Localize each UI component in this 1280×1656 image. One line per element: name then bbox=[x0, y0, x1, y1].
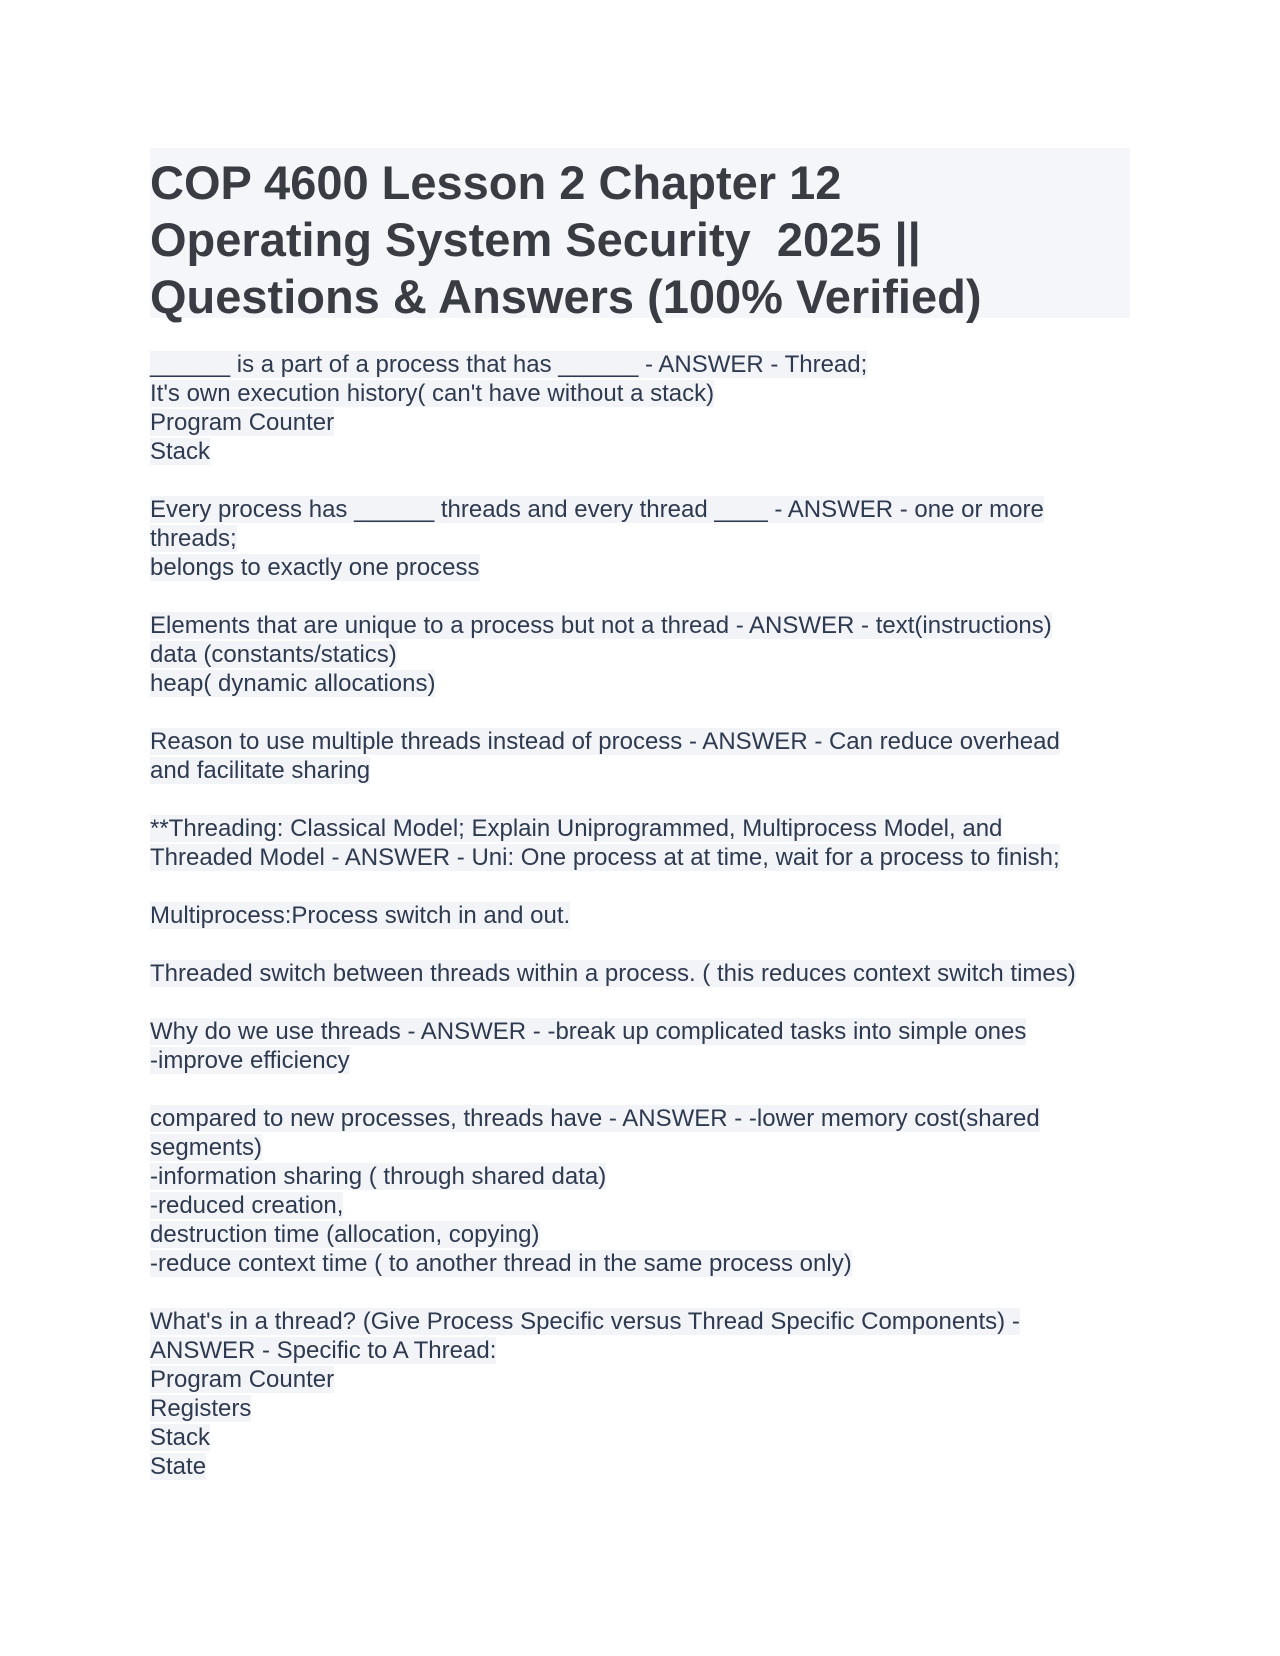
qa-line bbox=[150, 1249, 1130, 1278]
qa-block bbox=[150, 814, 1130, 872]
qa-line-text: -reduce context time ( to another thread in the same process only) bbox=[150, 1250, 852, 1277]
qa-line-text: ANSWER - Specific to A Thread: bbox=[150, 1337, 497, 1364]
qa-line bbox=[150, 611, 1130, 640]
qa-line-text: Registers bbox=[150, 1395, 252, 1422]
qa-line bbox=[150, 1365, 1130, 1394]
qa-line bbox=[150, 1452, 1130, 1481]
qa-line-text: belongs to exactly one process bbox=[150, 554, 480, 581]
qa-line bbox=[150, 379, 1130, 408]
qa-line bbox=[150, 553, 1130, 582]
qa-block bbox=[150, 350, 1130, 466]
qa-line-text: -reduced creation, bbox=[150, 1192, 344, 1219]
document-page bbox=[150, 148, 1130, 1510]
qa-line bbox=[150, 1394, 1130, 1423]
qa-line bbox=[150, 1104, 1130, 1133]
title-line-1: COP 4600 Lesson 2 Chapter 12 bbox=[150, 156, 842, 209]
qa-line bbox=[150, 350, 1130, 379]
qa-line-text: Multiprocess:Process switch in and out. bbox=[150, 902, 571, 929]
qa-line bbox=[150, 1423, 1130, 1452]
qa-block bbox=[150, 959, 1130, 988]
qa-block bbox=[150, 901, 1130, 930]
qa-line-text: -improve efficiency bbox=[150, 1047, 350, 1074]
qa-line-text: threads; bbox=[150, 525, 237, 552]
qa-line-text: destruction time (allocation, copying) bbox=[150, 1221, 540, 1248]
qa-line bbox=[150, 437, 1130, 466]
qa-line bbox=[150, 959, 1130, 988]
qa-line-text: heap( dynamic allocations) bbox=[150, 670, 436, 697]
qa-line-text: Program Counter bbox=[150, 409, 335, 436]
qa-line bbox=[150, 1162, 1130, 1191]
qa-block bbox=[150, 611, 1130, 698]
qa-line-text: Threaded Model - ANSWER - Uni: One process at at time, wait for a process to finish; bbox=[150, 844, 1060, 871]
qa-line bbox=[150, 1220, 1130, 1249]
title-line-3: Questions & Answers (100% Verified) bbox=[150, 270, 982, 323]
qa-list bbox=[150, 350, 1130, 1481]
qa-line bbox=[150, 669, 1130, 698]
qa-line-text: Program Counter bbox=[150, 1366, 335, 1393]
qa-block bbox=[150, 727, 1130, 785]
qa-line bbox=[150, 408, 1130, 437]
qa-line bbox=[150, 1133, 1130, 1162]
qa-block bbox=[150, 1307, 1130, 1481]
qa-line-text: Stack bbox=[150, 438, 211, 465]
qa-line bbox=[150, 1307, 1130, 1336]
qa-line-text: **Threading: Classical Model; Explain Uniprogrammed, Multiprocess Model, and bbox=[150, 815, 1003, 842]
qa-line-text: What's in a thread? (Give Process Specific versus Thread Specific Components) - bbox=[150, 1308, 1020, 1335]
qa-line-text: Why do we use threads - ANSWER - -break up complicated tasks into simple ones bbox=[150, 1018, 1027, 1045]
qa-line bbox=[150, 524, 1130, 553]
qa-line bbox=[150, 756, 1130, 785]
qa-block bbox=[150, 495, 1130, 582]
qa-line-text: and facilitate sharing bbox=[150, 757, 371, 784]
qa-line bbox=[150, 495, 1130, 524]
qa-line-text: ______ is a part of a process that has ______ - ANSWER - Thread; bbox=[150, 351, 868, 378]
qa-line-text: State bbox=[150, 1453, 207, 1480]
qa-line bbox=[150, 814, 1130, 843]
document-title bbox=[150, 148, 1130, 323]
qa-line bbox=[150, 1336, 1130, 1365]
qa-line-text: Reason to use multiple threads instead of process - ANSWER - Can reduce overhead bbox=[150, 728, 1060, 755]
qa-line bbox=[150, 1017, 1130, 1046]
qa-line bbox=[150, 901, 1130, 930]
qa-block bbox=[150, 1017, 1130, 1075]
qa-line bbox=[150, 843, 1130, 872]
qa-line-text: data (constants/statics) bbox=[150, 641, 397, 668]
qa-line-text: It's own execution history( can't have without a stack) bbox=[150, 380, 715, 407]
qa-line bbox=[150, 727, 1130, 756]
qa-line-text: Every process has ______ threads and every thread ____ - ANSWER - one or more bbox=[150, 496, 1044, 523]
qa-line-text: Elements that are unique to a process but not a thread - ANSWER - text(instructions) bbox=[150, 612, 1052, 639]
qa-line bbox=[150, 1046, 1130, 1075]
qa-line-text: Threaded switch between threads within a process. ( this reduces context switch times) bbox=[150, 960, 1076, 987]
qa-line-text: -information sharing ( through shared data) bbox=[150, 1163, 607, 1190]
qa-line bbox=[150, 1191, 1130, 1220]
title-line-2: Operating System Security 2025 || bbox=[150, 213, 921, 266]
qa-line bbox=[150, 640, 1130, 669]
qa-line-text: Stack bbox=[150, 1424, 211, 1451]
qa-line-text: segments) bbox=[150, 1134, 263, 1161]
qa-line-text: compared to new processes, threads have - ANSWER - -lower memory cost(shared bbox=[150, 1105, 1040, 1132]
qa-block bbox=[150, 1104, 1130, 1278]
